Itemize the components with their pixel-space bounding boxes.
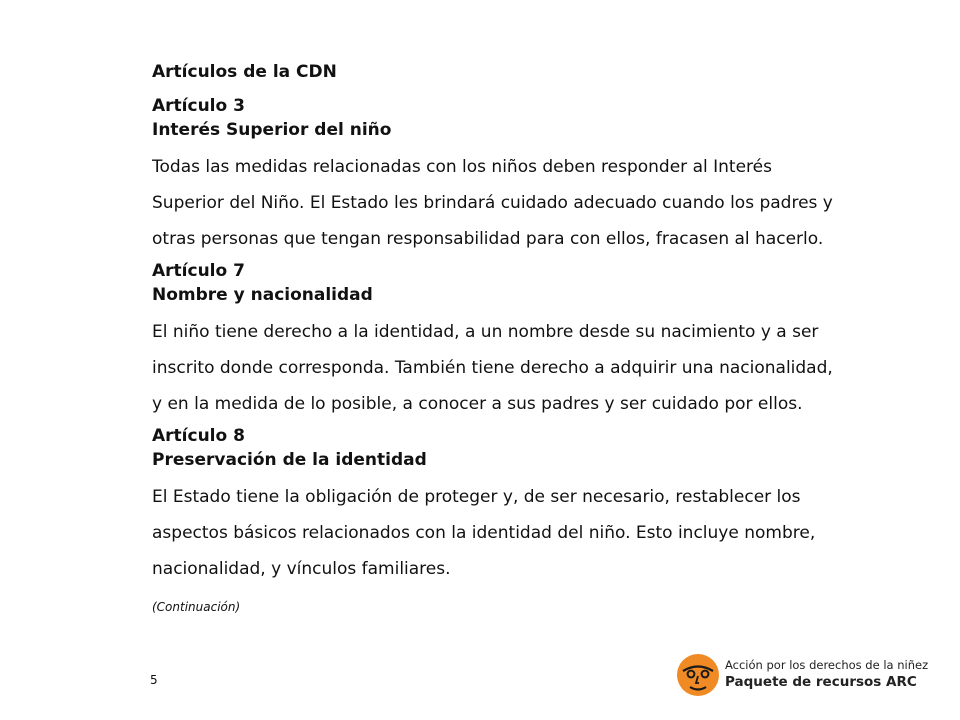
article-number: Artículo 7 xyxy=(152,261,245,281)
article-body xyxy=(152,314,912,422)
article-body xyxy=(152,479,912,587)
article-heading: Nombre y nacionalidad xyxy=(152,285,373,305)
article-heading: Preservación de la identidad xyxy=(152,450,427,470)
article-number: Artículo 8 xyxy=(152,426,245,446)
article-3 xyxy=(152,94,912,257)
article-body-line: otras personas que tengan responsabilidad para con ellos, fracasen al hacerlo. xyxy=(152,229,824,249)
article-body xyxy=(152,149,912,257)
document-title: Artículos de la CDN xyxy=(152,62,337,82)
article-number: Artículo 3 xyxy=(152,96,245,116)
article-body-line: nacionalidad, y vínculos familiares. xyxy=(152,559,451,579)
continuation-note: (Continuación) xyxy=(152,600,241,614)
article-body-line: aspectos básicos relacionados con la identidad del niño. Esto incluye nombre, xyxy=(152,523,816,543)
article-body-line: El Estado tiene la obligación de proteger y, de ser necesario, restablecer los xyxy=(152,487,801,507)
article-7 xyxy=(152,259,912,422)
page-number: 5 xyxy=(150,673,158,687)
article-body-line: y en la medida de lo posible, a conocer a sus padres y ser cuidado por ellos. xyxy=(152,394,803,414)
article-body-line: El niño tiene derecho a la identidad, a un nombre desde su nacimiento y a ser xyxy=(152,322,819,342)
article-body-line: inscrito donde corresponda. También tiene derecho a adquirir una nacionalidad, xyxy=(152,358,833,378)
arc-face-logo-icon xyxy=(676,653,720,697)
document-content xyxy=(152,60,912,615)
article-body-line: Superior del Niño. El Estado les brindará cuidado adecuado cuando los padres y xyxy=(152,193,833,213)
article-body-line: Todas las medidas relacionadas con los niños deben responder al Interés xyxy=(152,157,772,177)
article-heading: Interés Superior del niño xyxy=(152,120,392,140)
footer-branding xyxy=(676,653,928,697)
article-8 xyxy=(152,424,912,587)
brand-text xyxy=(725,658,928,692)
brand-tagline: Acción por los derechos de la niñez xyxy=(725,658,929,672)
brand-title: Paquete de recursos ARC xyxy=(725,674,917,690)
